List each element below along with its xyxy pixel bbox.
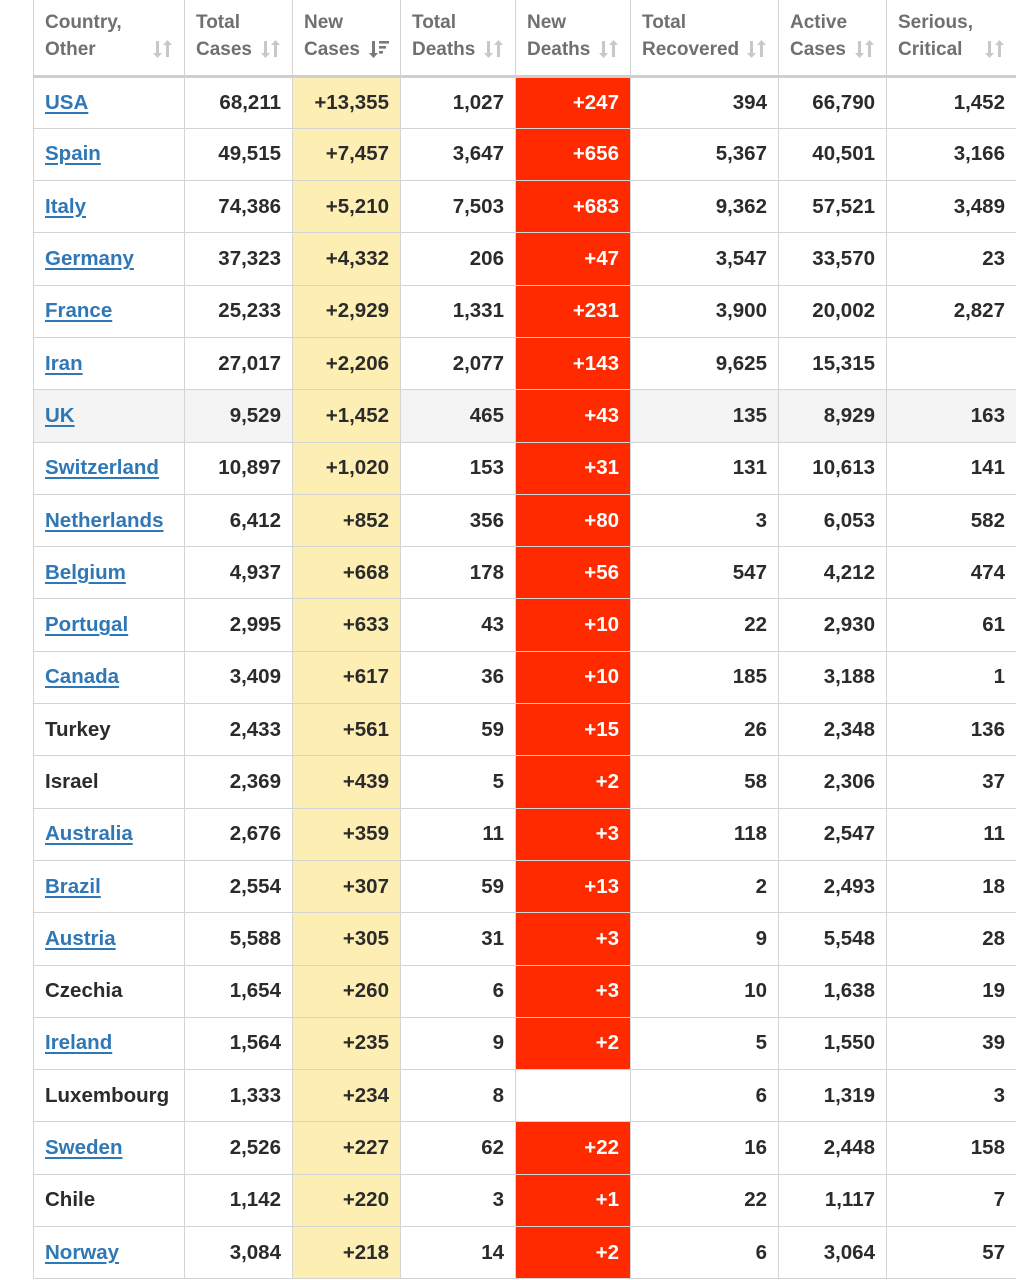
header-line: Recovered [642,39,740,60]
country-cell [34,76,185,128]
total-cases-cell: 37,323 [185,233,293,285]
new-cases-cell: +227 [293,1122,401,1174]
serious-critical-cell: 582 [887,494,1016,546]
active-cases-cell: 66,790 [779,76,887,128]
serious-critical-cell: 18 [887,860,1016,912]
total-deaths-cell: 36 [401,651,516,703]
country-link[interactable]: Netherlands [45,508,164,532]
new-cases-cell: +852 [293,494,401,546]
table-row [34,808,1016,860]
active-cases-cell: 1,319 [779,1070,887,1122]
total-cases-cell: 1,142 [185,1174,293,1226]
total-cases-cell: 1,564 [185,1017,293,1069]
active-cases-cell: 33,570 [779,233,887,285]
total-cases-cell: 49,515 [185,128,293,180]
total-deaths-cell: 3 [401,1174,516,1226]
new-cases-cell: +439 [293,756,401,808]
serious-critical-cell: 7 [887,1174,1016,1226]
new-cases-cell: +1,020 [293,442,401,494]
total-recovered-cell: 135 [631,390,779,442]
total-cases-cell: 1,333 [185,1070,293,1122]
total-cases-cell: 2,526 [185,1122,293,1174]
country-cell [34,913,185,965]
new-cases-cell: +5,210 [293,181,401,233]
total-recovered-cell: 6 [631,1227,779,1279]
total-deaths-cell: 9 [401,1017,516,1069]
active-cases-cell: 10,613 [779,442,887,494]
new-cases-cell: +4,332 [293,233,401,285]
total-recovered-cell: 9 [631,913,779,965]
new-cases-cell: +617 [293,651,401,703]
total-deaths-cell: 7,503 [401,181,516,233]
table-row [34,1227,1016,1279]
new-deaths-cell: +56 [516,547,631,599]
new-cases-cell: +13,355 [293,76,401,128]
total-deaths-cell: 43 [401,599,516,651]
sort-icon[interactable] [598,38,620,60]
serious-critical-cell: 2,827 [887,285,1016,337]
country-cell [34,442,185,494]
sort-icon[interactable] [984,38,1006,60]
total-deaths-cell: 1,331 [401,285,516,337]
total-recovered-cell: 6 [631,1070,779,1122]
total-cases-cell: 25,233 [185,285,293,337]
total-cases-cell: 3,409 [185,651,293,703]
serious-critical-cell: 61 [887,599,1016,651]
country-link[interactable]: Germany [45,247,134,271]
new-deaths-cell: +15 [516,704,631,756]
country-cell [34,860,185,912]
serious-critical-cell: 474 [887,547,1016,599]
new-cases-cell: +7,457 [293,128,401,180]
new-cases-cell: +235 [293,1017,401,1069]
total-cases-cell: 74,386 [185,181,293,233]
country-cell [34,128,185,180]
country-link[interactable]: Brazil [45,874,101,898]
total-recovered-cell: 26 [631,704,779,756]
active-cases-cell: 1,117 [779,1174,887,1226]
country-cell [34,599,185,651]
header-line: Total [412,12,456,33]
serious-critical-cell: 141 [887,442,1016,494]
total-recovered-cell: 185 [631,651,779,703]
total-cases-cell: 10,897 [185,442,293,494]
header-serious-critical[interactable] [887,0,1016,76]
header-row [34,0,1016,76]
active-cases-cell: 2,493 [779,860,887,912]
total-deaths-cell: 153 [401,442,516,494]
total-cases-cell: 2,369 [185,756,293,808]
total-cases-cell: 4,937 [185,547,293,599]
country-link[interactable]: France [45,299,113,323]
new-deaths-cell: +2 [516,1227,631,1279]
country-link[interactable]: Italy [45,194,87,218]
serious-critical-cell: 163 [887,390,1016,442]
table-row [34,547,1016,599]
serious-critical-cell: 3,489 [887,181,1016,233]
country-cell [34,233,185,285]
new-deaths-cell: +3 [516,913,631,965]
total-deaths-cell: 465 [401,390,516,442]
new-cases-cell: +2,206 [293,337,401,389]
country-cell [34,390,185,442]
new-deaths-cell: +3 [516,808,631,860]
country-name: Israel [45,770,99,793]
total-cases-cell: 68,211 [185,76,293,128]
country-cell [34,1017,185,1069]
serious-critical-cell [887,337,1016,389]
total-recovered-cell: 547 [631,547,779,599]
table-row [34,756,1016,808]
total-recovered-cell: 118 [631,808,779,860]
header-line: Other [45,39,96,60]
header-line: Cases [304,39,360,60]
sort-icon[interactable] [483,38,505,60]
new-cases-cell: +234 [293,1070,401,1122]
total-cases-cell: 2,554 [185,860,293,912]
total-deaths-cell: 178 [401,547,516,599]
active-cases-cell: 40,501 [779,128,887,180]
country-link[interactable]: Portugal [45,613,129,637]
active-cases-cell: 15,315 [779,337,887,389]
sort-icon[interactable] [152,38,174,60]
total-deaths-cell: 2,077 [401,337,516,389]
header-line: Country, [45,12,122,33]
header-line: Deaths [412,39,476,60]
table-row [34,965,1016,1017]
table-row [34,233,1016,285]
serious-critical-cell: 57 [887,1227,1016,1279]
page-margin [0,0,33,1280]
total-recovered-cell: 3 [631,494,779,546]
total-recovered-cell: 3,547 [631,233,779,285]
serious-critical-cell: 1,452 [887,76,1016,128]
total-deaths-cell: 59 [401,704,516,756]
header-line: Cases [196,39,252,60]
country-name: Czechia [45,979,123,1003]
table-row [34,494,1016,546]
header-line: New [527,12,567,33]
header-line: New [304,12,344,33]
header-total-cases[interactable] [185,0,293,76]
new-deaths-cell: +683 [516,181,631,233]
header-line: Deaths [527,39,591,60]
total-recovered-cell: 9,625 [631,337,779,389]
country-cell [34,337,185,389]
header-line: Cases [790,39,846,60]
active-cases-cell: 1,638 [779,965,887,1017]
header-new-cases[interactable] [293,0,401,76]
country-cell [34,494,185,546]
new-deaths-cell: +247 [516,76,631,128]
total-recovered-cell: 5 [631,1017,779,1069]
sort-icon[interactable] [260,38,282,60]
covid-stats-table [33,0,1016,1279]
total-recovered-cell: 2 [631,860,779,912]
country-link[interactable]: Norway [45,1240,120,1264]
active-cases-cell: 2,306 [779,756,887,808]
total-deaths-cell: 356 [401,494,516,546]
new-cases-cell: +1,452 [293,390,401,442]
new-cases-cell: +220 [293,1174,401,1226]
new-deaths-cell: +2 [516,756,631,808]
total-recovered-cell: 131 [631,442,779,494]
total-recovered-cell: 22 [631,1174,779,1226]
active-cases-cell: 2,930 [779,599,887,651]
country-name: Luxembourg [45,1083,170,1107]
header-country[interactable] [34,0,185,76]
active-cases-cell: 20,002 [779,285,887,337]
total-recovered-cell: 3,900 [631,285,779,337]
total-cases-cell: 27,017 [185,337,293,389]
serious-critical-cell: 3,166 [887,128,1016,180]
new-cases-cell: +218 [293,1227,401,1279]
table-row [34,181,1016,233]
country-link[interactable]: UK [45,403,75,427]
new-deaths-cell: +47 [516,233,631,285]
total-cases-cell: 6,412 [185,494,293,546]
country-cell [34,1122,185,1174]
total-deaths-cell: 31 [401,913,516,965]
new-deaths-cell: +231 [516,285,631,337]
serious-critical-cell: 23 [887,233,1016,285]
total-cases-cell: 5,588 [185,913,293,965]
total-deaths-cell: 6 [401,965,516,1017]
new-deaths-cell: +31 [516,442,631,494]
total-deaths-cell: 62 [401,1122,516,1174]
sort-icon[interactable] [746,38,768,60]
country-link[interactable]: Belgium [45,560,126,584]
total-cases-cell: 2,433 [185,704,293,756]
table-row [34,704,1016,756]
table-row [34,913,1016,965]
table-row [34,651,1016,703]
new-deaths-cell: +10 [516,651,631,703]
sort-icon[interactable] [854,38,876,60]
new-cases-cell: +260 [293,965,401,1017]
country-link[interactable]: Ireland [45,1031,113,1055]
serious-critical-cell: 158 [887,1122,1016,1174]
country-cell [34,1070,185,1122]
total-deaths-cell: 206 [401,233,516,285]
table-row [34,76,1016,128]
country-name: Turkey [45,717,111,741]
country-link[interactable]: Canada [45,665,120,689]
country-cell [34,651,185,703]
active-cases-cell: 2,348 [779,704,887,756]
table-row [34,1017,1016,1069]
country-cell [34,547,185,599]
active-cases-cell: 8,929 [779,390,887,442]
country-cell [34,285,185,337]
new-cases-cell: +359 [293,808,401,860]
serious-critical-cell: 37 [887,756,1016,808]
new-deaths-cell: +1 [516,1174,631,1226]
header-new-deaths[interactable] [516,0,631,76]
total-recovered-cell: 22 [631,599,779,651]
serious-critical-cell: 3 [887,1070,1016,1122]
country-cell [34,181,185,233]
total-recovered-cell: 394 [631,76,779,128]
total-deaths-cell: 1,027 [401,76,516,128]
header-total-recovered[interactable] [631,0,779,76]
country-link[interactable]: Spain [45,142,101,166]
serious-critical-cell: 28 [887,913,1016,965]
serious-critical-cell: 19 [887,965,1016,1017]
header-total-deaths[interactable] [401,0,516,76]
total-deaths-cell: 11 [401,808,516,860]
table-row [34,285,1016,337]
active-cases-cell: 1,550 [779,1017,887,1069]
serious-critical-cell: 1 [887,651,1016,703]
country-link[interactable]: Switzerland [45,456,159,480]
active-cases-cell: 6,053 [779,494,887,546]
table-row [34,599,1016,651]
total-recovered-cell: 9,362 [631,181,779,233]
total-deaths-cell: 8 [401,1070,516,1122]
country-link[interactable]: Iran [45,351,83,375]
new-deaths-cell: +80 [516,494,631,546]
total-cases-cell: 3,084 [185,1227,293,1279]
country-link[interactable]: Sweden [45,1136,123,1160]
country-link[interactable]: Austria [45,926,116,950]
active-cases-cell: 2,448 [779,1122,887,1174]
new-cases-cell: +305 [293,913,401,965]
new-cases-cell: +633 [293,599,401,651]
country-cell [34,704,185,756]
country-cell [34,808,185,860]
new-deaths-cell: +10 [516,599,631,651]
new-deaths-cell [516,1070,631,1122]
table-row [34,337,1016,389]
total-recovered-cell: 5,367 [631,128,779,180]
header-active-cases[interactable] [779,0,887,76]
serious-critical-cell: 136 [887,704,1016,756]
total-deaths-cell: 5 [401,756,516,808]
table-row [34,1122,1016,1174]
table-row [34,128,1016,180]
table-body [34,76,1016,1279]
header-line: Serious, [898,12,973,33]
sort-desc-active-icon[interactable] [368,38,390,60]
total-deaths-cell: 14 [401,1227,516,1279]
new-cases-cell: +668 [293,547,401,599]
total-cases-cell: 2,676 [185,808,293,860]
active-cases-cell: 5,548 [779,913,887,965]
active-cases-cell: 4,212 [779,547,887,599]
country-link[interactable]: Australia [45,822,133,846]
header-line: Total [196,12,240,33]
total-cases-cell: 1,654 [185,965,293,1017]
total-recovered-cell: 16 [631,1122,779,1174]
country-link[interactable]: USA [45,90,89,114]
country-name: Chile [45,1188,96,1212]
new-deaths-cell: +22 [516,1122,631,1174]
active-cases-cell: 57,521 [779,181,887,233]
table-row [34,860,1016,912]
serious-critical-cell: 39 [887,1017,1016,1069]
total-recovered-cell: 10 [631,965,779,1017]
new-deaths-cell: +43 [516,390,631,442]
country-cell [34,965,185,1017]
country-cell [34,1227,185,1279]
new-deaths-cell: +2 [516,1017,631,1069]
serious-critical-cell: 11 [887,808,1016,860]
table-row [34,442,1016,494]
active-cases-cell: 3,064 [779,1227,887,1279]
new-deaths-cell: +3 [516,965,631,1017]
new-cases-cell: +2,929 [293,285,401,337]
new-cases-cell: +561 [293,704,401,756]
total-recovered-cell: 58 [631,756,779,808]
header-line: Total [642,12,686,33]
new-deaths-cell: +13 [516,860,631,912]
active-cases-cell: 3,188 [779,651,887,703]
country-cell [34,1174,185,1226]
header-line: Critical [898,39,963,60]
new-deaths-cell: +143 [516,337,631,389]
total-deaths-cell: 59 [401,860,516,912]
table-row [34,390,1016,442]
total-cases-cell: 9,529 [185,390,293,442]
table-row [34,1070,1016,1122]
new-cases-cell: +307 [293,860,401,912]
total-cases-cell: 2,995 [185,599,293,651]
total-deaths-cell: 3,647 [401,128,516,180]
header-line: Active [790,12,848,33]
new-deaths-cell: +656 [516,128,631,180]
table-row [34,1174,1016,1226]
active-cases-cell: 2,547 [779,808,887,860]
country-cell [34,756,185,808]
